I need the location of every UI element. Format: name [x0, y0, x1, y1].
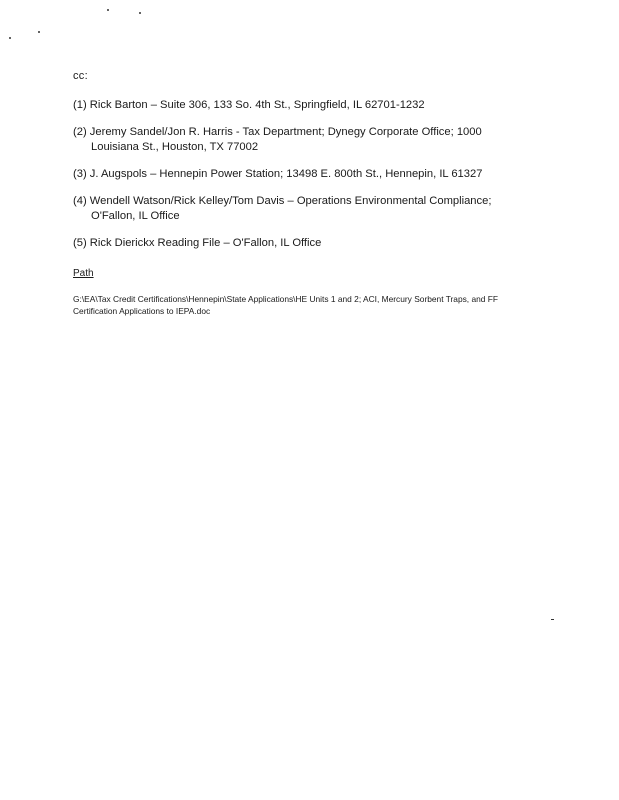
cc-label: cc:: [73, 70, 88, 82]
scan-speck: [107, 9, 109, 11]
file-path: G:\EA\Tax Credit Certifications\Hennepin\State Applications\HE Units 1 and 2; ACI, Mercury Sorbent Traps, and FF Certification Applications to IEPA.doc: [73, 294, 498, 316]
scan-speck: [9, 37, 11, 39]
cc-recipient-5: (5) Rick Dierickx Reading File – O'Fallon, IL Office: [73, 237, 322, 249]
cc-recipient-1: (1) Rick Barton – Suite 306, 133 So. 4th St., Springfield, IL 62701-1232: [73, 99, 425, 111]
cc-recipient-3: (3) J. Augspols – Hennepin Power Station; 13498 E. 800th St., Hennepin, IL 61327: [73, 168, 483, 180]
cc-recipient-2: (2) Jeremy Sandel/Jon R. Harris - Tax Department; Dynegy Corporate Office; 1000 Louisiana St., Houston, TX 77002: [73, 126, 482, 153]
cc-list: [73, 98, 553, 263]
scan-speck: [139, 12, 141, 14]
path-label: Path: [73, 268, 94, 279]
scan-speck: [38, 31, 40, 33]
scan-speck: [551, 619, 554, 620]
cc-recipient-4: (4) Wendell Watson/Rick Kelley/Tom Davis – Operations Environmental Compliance; O'Fallon, IL Office: [73, 195, 492, 222]
